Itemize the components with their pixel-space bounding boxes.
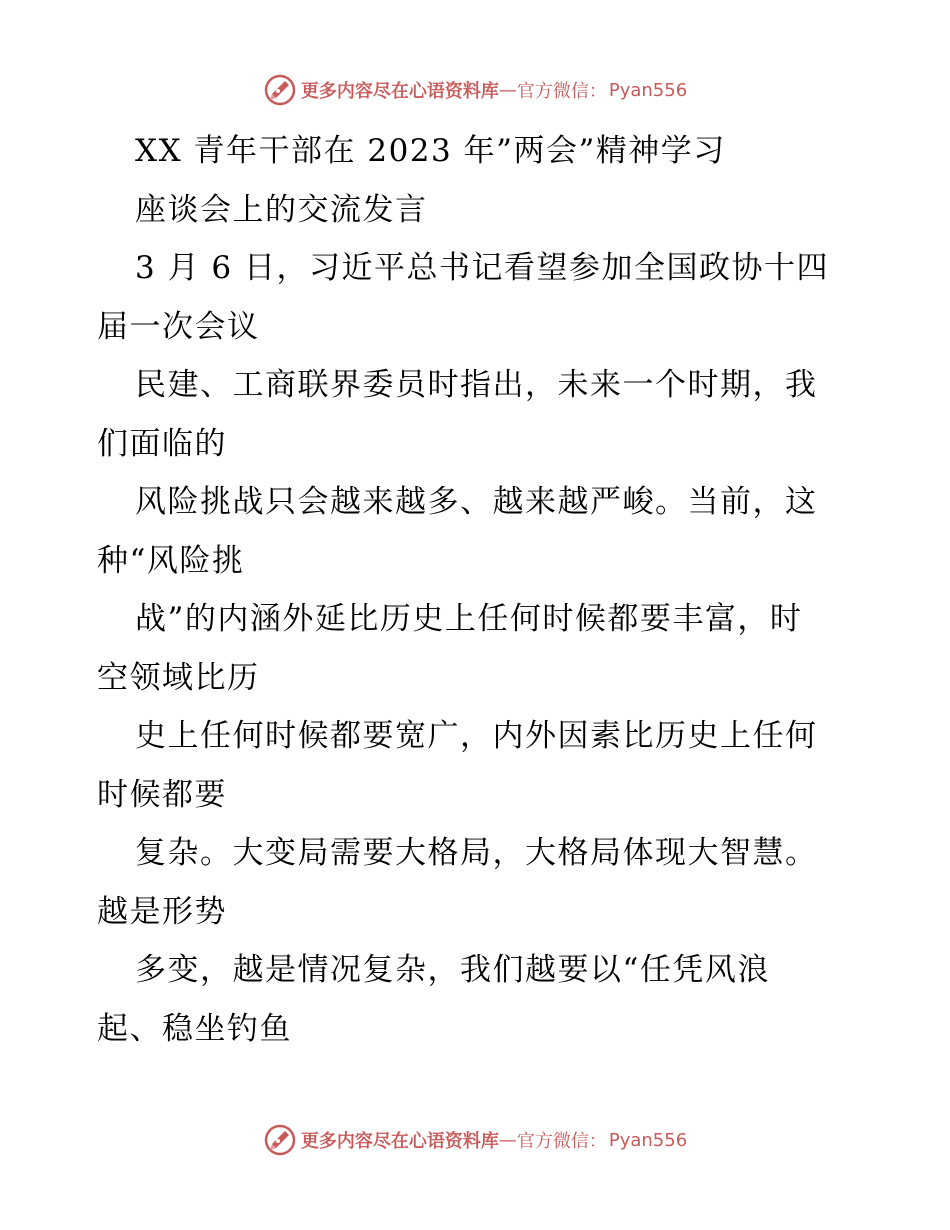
banner-handle: Pyan556 [608, 79, 688, 101]
paragraph-line: 空领域比历 [97, 659, 260, 696]
banner-separator: — [498, 1129, 517, 1151]
paragraph-line: 3 月 6 日，习近平总书记看望参加全国政协十四 [135, 250, 830, 286]
banner-brand: 更多内容尽在心语资料库 [300, 1131, 499, 1152]
footer-banner [0, 1120, 950, 1160]
paragraph-line: 届一次会议 [97, 308, 260, 345]
paragraph-line: 战”的内涵外延比历史上任何时候都要丰富，时 [135, 601, 803, 637]
logo-icon [263, 1123, 297, 1157]
paragraph-line: 风险挑战只会越来越多、越来越严峻。当前，这 [135, 484, 818, 520]
paragraph-line: 史上任何时候都要宽广，内外因素比历史上任何 [135, 718, 818, 754]
paragraph-line: 越是形势 [97, 893, 227, 930]
banner-handle: Pyan556 [608, 1129, 688, 1151]
title-line-1: XX 青年干部在 2023 年”两会”精神学习 [135, 133, 726, 169]
header-banner [0, 70, 950, 110]
banner-separator: — [498, 79, 517, 101]
paragraph-line: 起、稳坐钓鱼 [97, 1010, 292, 1047]
paragraph-line: 们面临的 [97, 425, 227, 462]
title-line-2: 座谈会上的交流发言 [135, 191, 428, 228]
paragraph-line: 时候都要 [97, 776, 227, 813]
banner-official-label: 官方微信： [516, 1131, 607, 1152]
document-body [97, 122, 857, 1058]
logo-icon [263, 73, 297, 107]
banner-official-label: 官方微信： [516, 81, 607, 102]
banner-brand: 更多内容尽在心语资料库 [300, 81, 499, 102]
paragraph-line: 民建、工商联界委员时指出，未来一个时期，我 [135, 367, 818, 403]
paragraph-line: 复杂。大变局需要大格局，大格局体现大智慧。 [135, 835, 818, 871]
paragraph-line: 多变，越是情况复杂，我们越要以“任凭风浪 [135, 952, 770, 988]
paragraph-line: 种“风险挑 [97, 542, 245, 579]
